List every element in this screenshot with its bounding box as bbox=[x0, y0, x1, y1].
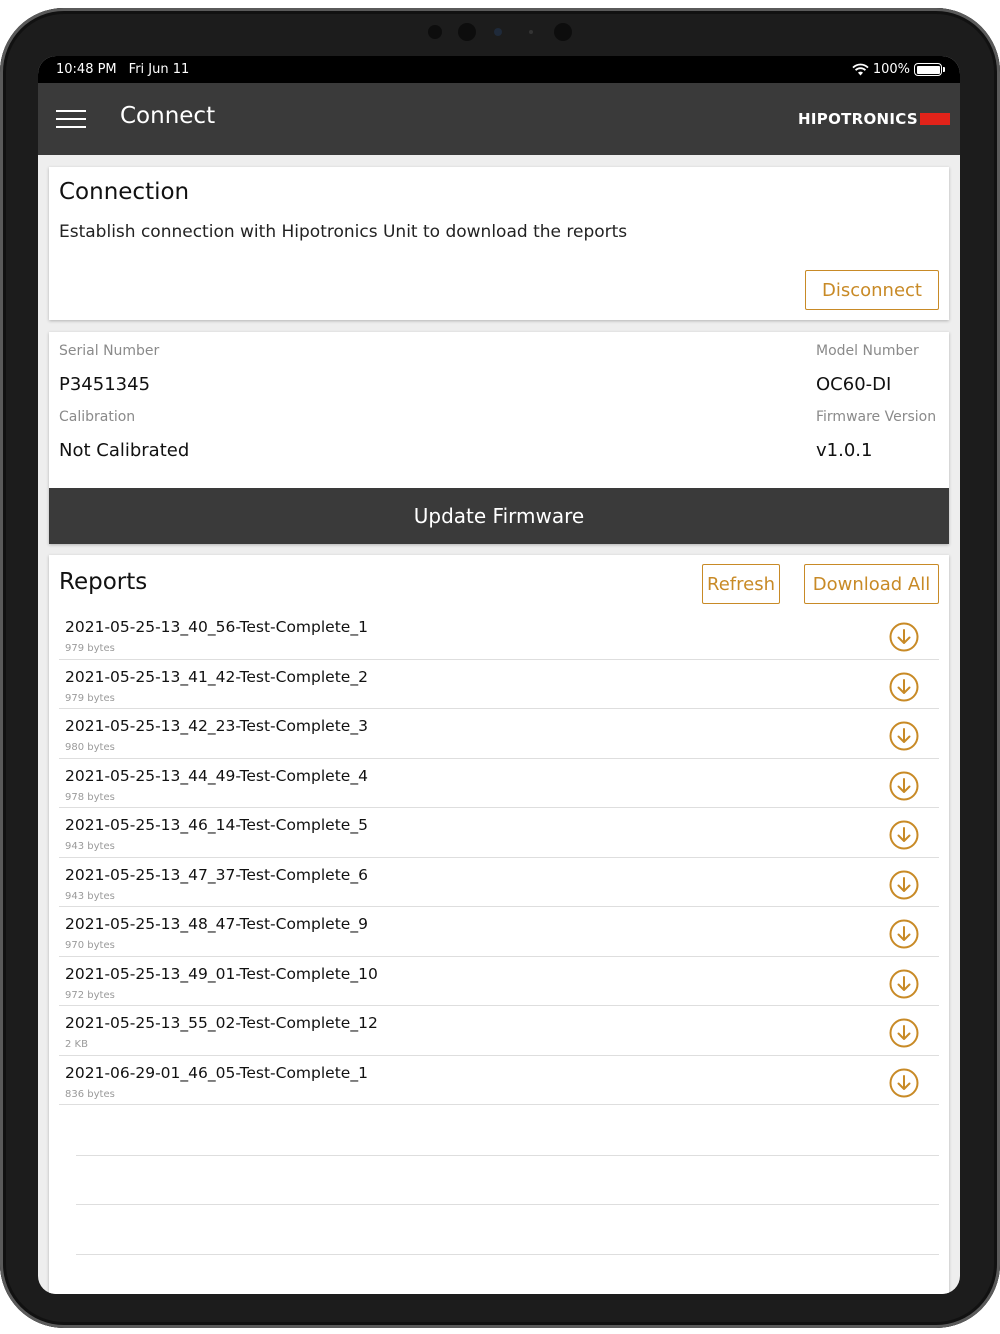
connection-card bbox=[49, 167, 949, 320]
report-name: 2021-05-25-13_42_23-Test-Complete_3 bbox=[65, 717, 368, 735]
list-divider bbox=[76, 1254, 939, 1255]
screen bbox=[38, 56, 960, 1294]
report-size: 978 bytes bbox=[65, 791, 115, 803]
download-icon[interactable] bbox=[889, 919, 919, 949]
serial-number-value: P3451345 bbox=[59, 374, 151, 395]
report-size: 836 bytes bbox=[65, 1088, 115, 1100]
report-size: 2 KB bbox=[65, 1039, 88, 1050]
report-row[interactable] bbox=[59, 808, 939, 858]
tablet-bezel bbox=[0, 8, 1000, 56]
calibration-value: Not Calibrated bbox=[59, 440, 190, 461]
report-size: 943 bytes bbox=[65, 890, 115, 902]
battery-percent: 100% bbox=[872, 62, 910, 77]
reports-list bbox=[49, 610, 949, 1105]
report-name: 2021-05-25-13_49_01-Test-Complete_10 bbox=[65, 964, 378, 983]
report-name: 2021-05-25-13_47_37-Test-Complete_6 bbox=[65, 865, 368, 884]
list-divider bbox=[76, 1155, 939, 1156]
download-icon[interactable] bbox=[889, 1018, 919, 1048]
report-row[interactable] bbox=[59, 858, 939, 908]
report-size: 979 bytes bbox=[65, 643, 115, 654]
report-name: 2021-05-25-13_46_14-Test-Complete_5 bbox=[65, 816, 368, 834]
report-row[interactable] bbox=[59, 957, 939, 1007]
brand-logo bbox=[798, 110, 950, 128]
report-row[interactable] bbox=[59, 759, 939, 809]
download-icon[interactable] bbox=[889, 969, 919, 999]
list-divider bbox=[76, 1204, 939, 1205]
status-time: 10:48 PM bbox=[56, 62, 117, 77]
status-date: Fri Jun 11 bbox=[128, 62, 190, 77]
download-icon[interactable] bbox=[889, 1068, 919, 1098]
report-name: 2021-05-25-13_48_47-Test-Complete_9 bbox=[65, 915, 368, 933]
report-name: 2021-05-25-13_40_56-Test-Complete_1 bbox=[65, 618, 368, 636]
update-firmware-button[interactable]: Update Firmware bbox=[49, 488, 949, 544]
report-size: 980 bytes bbox=[65, 742, 115, 753]
model-number-label: Model Number bbox=[816, 343, 919, 359]
report-size: 943 bytes bbox=[65, 841, 115, 852]
status-bar bbox=[38, 56, 960, 83]
download-icon[interactable] bbox=[889, 870, 919, 900]
sensor-icon bbox=[554, 23, 572, 41]
brand-name: HIPOTRONICS bbox=[798, 110, 918, 128]
firmware-version-value: v1.0.1 bbox=[816, 440, 873, 461]
camera-icon bbox=[458, 23, 476, 41]
report-name: 2021-05-25-13_44_49-Test-Complete_4 bbox=[65, 766, 368, 785]
reports-title: Reports bbox=[59, 569, 148, 595]
report-row[interactable] bbox=[59, 709, 939, 759]
connection-description: Establish connection with Hipotronics Unit to download the reports bbox=[59, 222, 628, 242]
calibration-label: Calibration bbox=[59, 409, 136, 425]
report-row[interactable] bbox=[59, 1006, 939, 1056]
download-all-button[interactable]: Download All bbox=[804, 564, 939, 604]
report-row[interactable] bbox=[59, 660, 939, 710]
download-icon[interactable] bbox=[889, 820, 919, 850]
connection-title: Connection bbox=[59, 179, 190, 205]
report-size: 970 bytes bbox=[65, 940, 115, 951]
download-icon[interactable] bbox=[889, 721, 919, 751]
report-row[interactable] bbox=[59, 610, 939, 660]
download-icon[interactable] bbox=[889, 771, 919, 801]
brand-mark bbox=[920, 113, 950, 125]
disconnect-button[interactable]: Disconnect bbox=[805, 270, 939, 310]
hamburger-icon[interactable] bbox=[56, 110, 86, 128]
sensor-icon bbox=[428, 25, 442, 39]
report-size: 979 bytes bbox=[65, 692, 115, 704]
report-name: 2021-05-25-13_55_02-Test-Complete_12 bbox=[65, 1014, 378, 1032]
tablet-frame bbox=[0, 8, 1000, 1328]
report-name: 2021-06-29-01_46_05-Test-Complete_1 bbox=[65, 1063, 368, 1082]
nav-bar bbox=[38, 83, 960, 155]
refresh-button[interactable]: Refresh bbox=[702, 564, 780, 604]
firmware-version-label: Firmware Version bbox=[816, 409, 937, 425]
report-name: 2021-05-25-13_41_42-Test-Complete_2 bbox=[65, 667, 368, 686]
model-number-value: OC60-DI bbox=[816, 374, 892, 395]
battery-icon bbox=[914, 63, 942, 76]
serial-number-label: Serial Number bbox=[59, 343, 160, 359]
status-right bbox=[852, 56, 942, 83]
page-title: Connect bbox=[120, 103, 216, 129]
device-info-card bbox=[49, 332, 949, 544]
report-size: 972 bytes bbox=[65, 989, 115, 1001]
download-icon[interactable] bbox=[889, 622, 919, 652]
wifi-icon bbox=[852, 63, 869, 76]
report-row[interactable] bbox=[59, 907, 939, 957]
sensor-icon bbox=[529, 30, 533, 34]
download-icon[interactable] bbox=[889, 672, 919, 702]
reports-card bbox=[49, 555, 949, 1294]
report-row[interactable] bbox=[59, 1056, 939, 1106]
sensor-icon bbox=[494, 28, 502, 36]
